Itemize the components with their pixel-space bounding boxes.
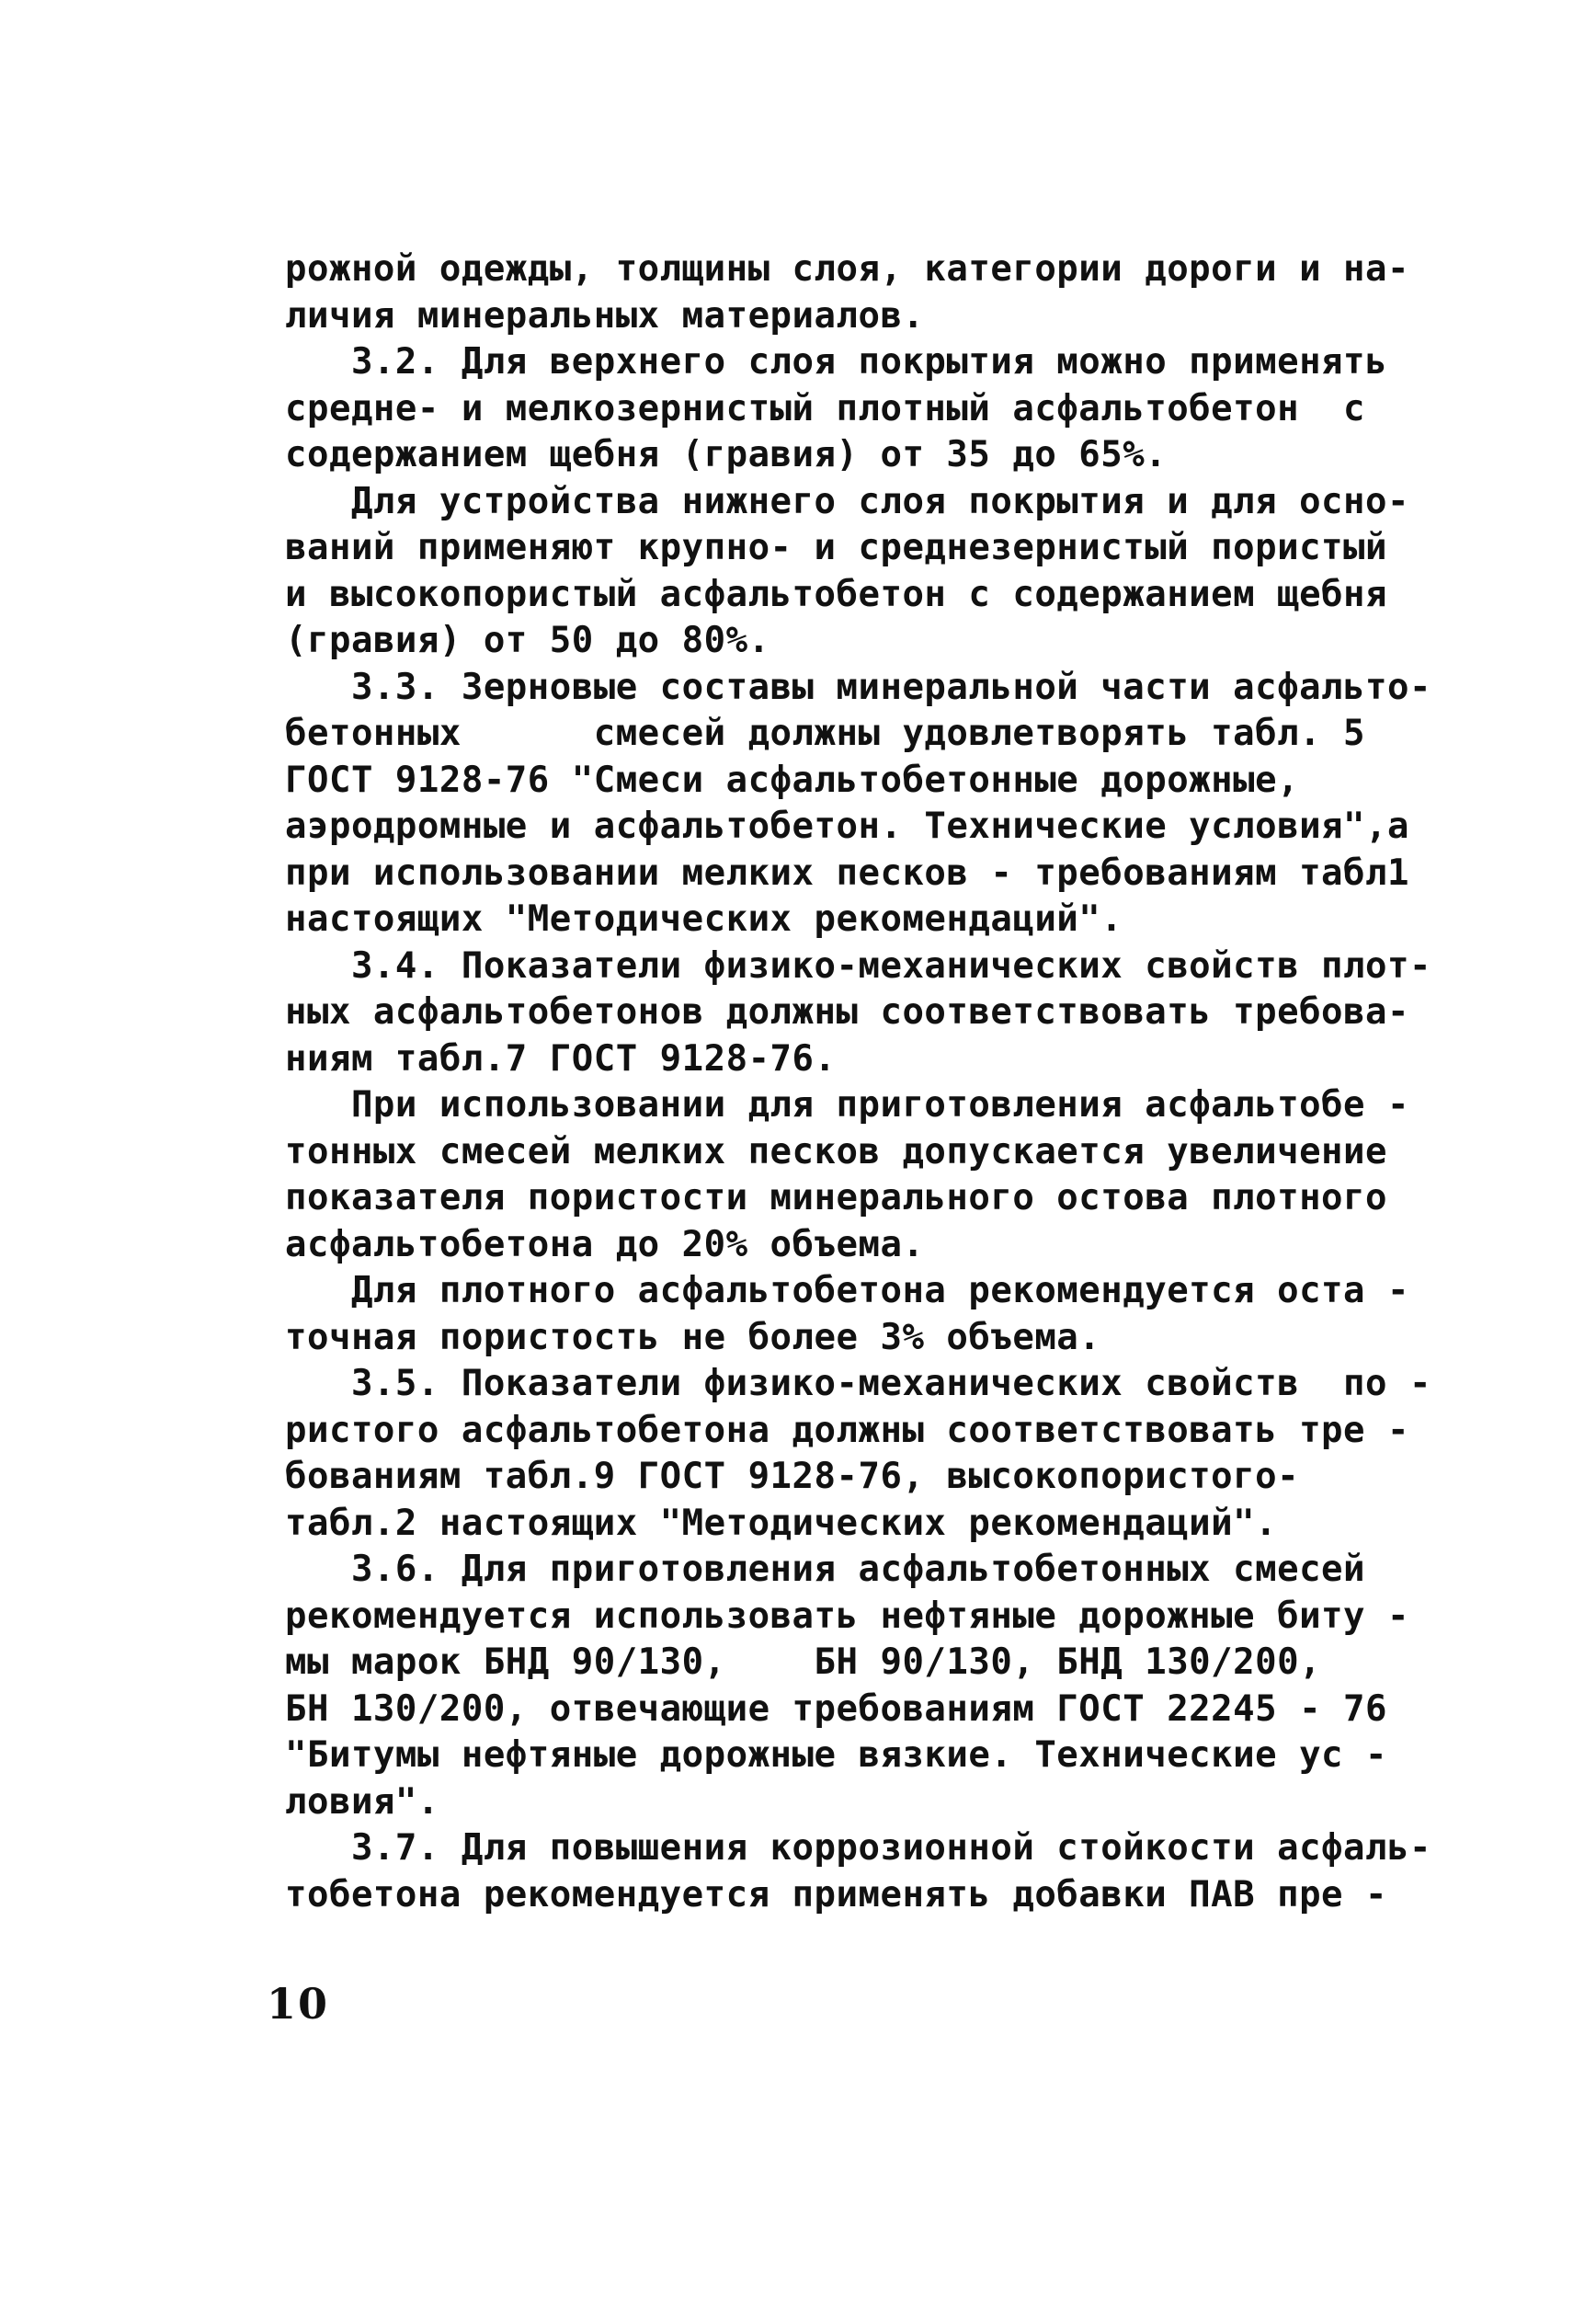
text-line: содержанием щебня (гравия) от 35 до 65%. [285, 434, 1168, 475]
text-line: точная пористость не более 3% объема. [285, 1316, 1101, 1358]
page-number: 10 [267, 1979, 330, 2029]
text-line: ваний применяют крупно- и среднезернистый пористый [285, 527, 1387, 568]
text-line: показателя пористости минерального остова плотного [285, 1177, 1387, 1218]
text-line: 3.7. Для повышения коррозионной стойкости асфаль- [285, 1827, 1431, 1869]
text-line: ных асфальтобетонов должны соответствовать требова- [285, 991, 1409, 1033]
text-line: табл.2 настоящих "Методических рекомендаций". [285, 1502, 1278, 1544]
text-line: тонных смесей мелких песков допускается увеличение [285, 1130, 1387, 1172]
text-line: 3.5. Показатели физико-механических свойств по - [285, 1363, 1431, 1404]
text-line: ристого асфальтобетона должны соответствовать тре - [285, 1409, 1409, 1451]
text-line: настоящих "Методических рекомендаций". [285, 898, 1123, 940]
text-line: асфальтобетона до 20% объема. [285, 1223, 925, 1265]
text-line: 3.2. Для верхнего слоя покрытия можно применять [285, 341, 1387, 383]
text-line: При использовании для приготовления асфальтобе - [285, 1084, 1409, 1126]
text-line: Для плотного асфальтобетона рекомендуется оста - [285, 1270, 1409, 1311]
text-line: "Битумы нефтяные дорожные вязкие. Технические ус - [285, 1734, 1387, 1776]
text-line: (гравия) от 50 до 80%. [285, 620, 770, 661]
text-line: бетонных смесей должны удовлетворять табл. 5 [285, 713, 1366, 754]
text-line: и высокопористый асфальтобетон с содержанием щебня [285, 573, 1387, 615]
text-line: БН 130/200, отвечающие требованиям ГОСТ 22245 - 76 [285, 1687, 1387, 1730]
text-line: рожной одежды, толщины слоя, категории дороги и на- [285, 248, 1409, 290]
text-line: аэродромные и асфальтобетон. Технические условия",а [285, 806, 1409, 847]
text-line: 3.3. Зерновые составы минеральной части асфальто- [285, 666, 1431, 708]
text-line: ГОСТ 9128-76 "Смеси асфальтобетонные дорожные, [285, 759, 1300, 801]
text-line: мы марок БНД 90/130, БН 90/130, БНД 130/200, [285, 1641, 1322, 1683]
text-line: тобетона рекомендуется применять добавки ПАВ пре - [285, 1873, 1387, 1915]
text-line: личия минеральных материалов. [285, 294, 925, 337]
text-line: ниям табл.7 ГОСТ 9128-76. [285, 1037, 837, 1080]
text-line: при использовании мелких песков - требованиям табл1 [285, 852, 1409, 894]
text-line: рекомендуется использовать нефтяные дорожные биту - [285, 1595, 1409, 1637]
text-line: средне- и мелкозернистый плотный асфальтобетон с [285, 387, 1366, 429]
text-line: ловия". [285, 1780, 439, 1823]
body-text [285, 246, 1480, 1918]
text-line: Для устройства нижнего слоя покрытия и для осно- [285, 480, 1409, 522]
text-line: 3.4. Показатели физико-механических свойств плот- [285, 944, 1431, 987]
text-line: 3.6. Для приготовления асфальтобетонных смесей [285, 1549, 1366, 1590]
text-line: бованиям табл.9 ГОСТ 9128-76, высокопористого- [285, 1456, 1300, 1497]
